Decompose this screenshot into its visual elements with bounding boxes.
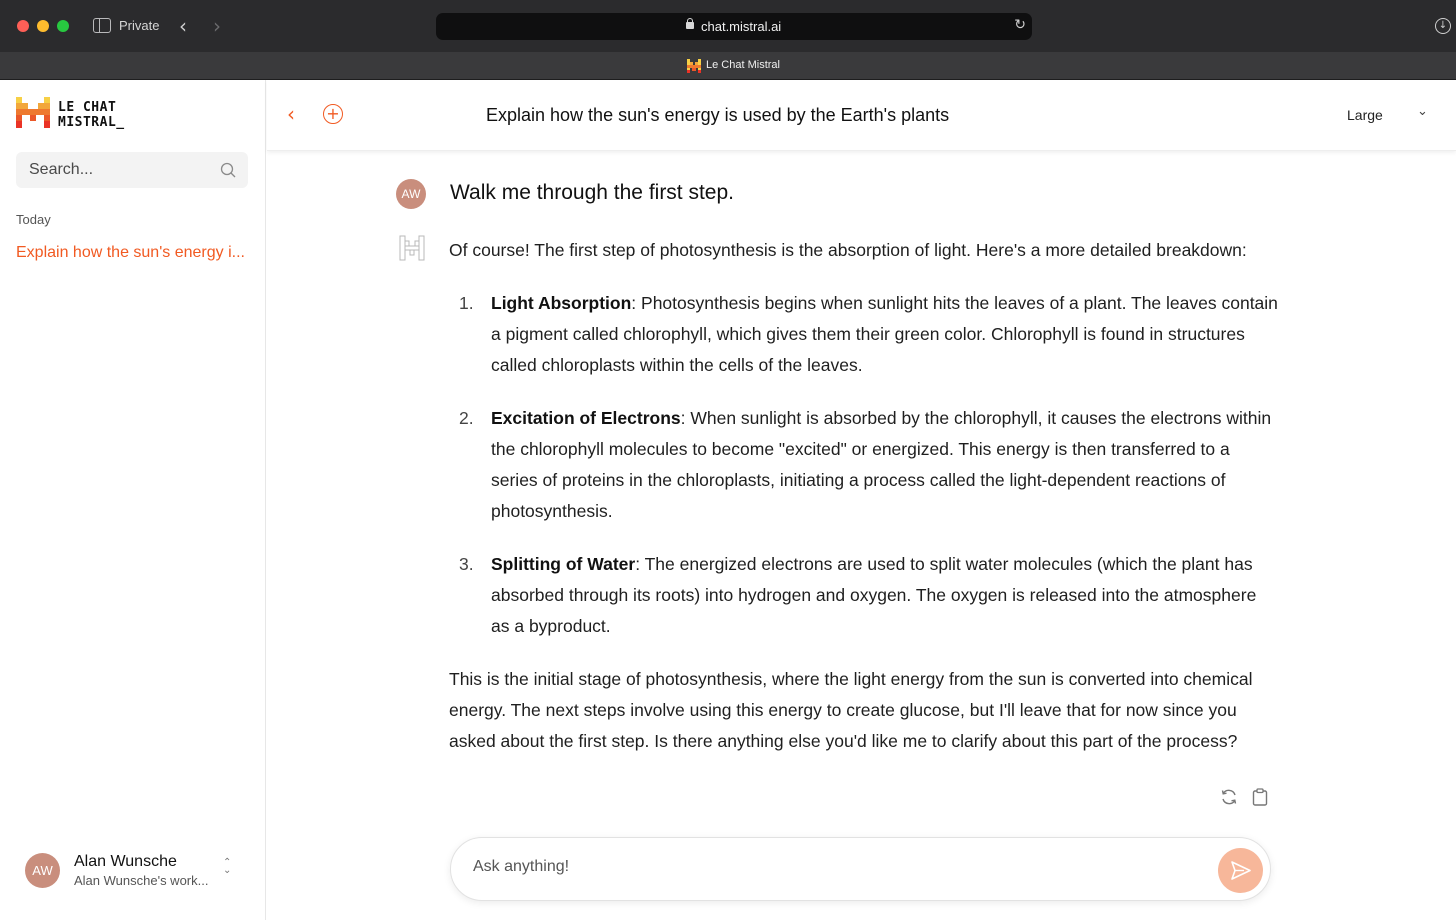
assistant-intro: Of course! The first step of photosynthesis is the absorption of light. Here's a more detailed breakdown: [449,240,1247,260]
list-item-number: 2. [459,408,474,428]
list-item-title: Light Absorption [491,293,632,313]
list-item-body: : The energized electrons are used to split water molecules (which the plant has absorbed through its roots) into hydrogen and oxygen. The oxygen is released into the atmosphere as a byproduct. [491,554,1257,636]
list-item-number: 1. [459,293,474,313]
logo-wordmark [58,100,125,130]
list-item [449,288,1279,381]
avatar: AW [25,853,60,888]
window-close-button[interactable] [17,20,29,32]
assistant-message [449,235,1279,757]
assistant-outro: This is the initial stage of photosynthesis, where the light energy from the sun is converted into chemical energy. The next steps involve using this energy to create glucose, but I'll leave that for now since you asked about the first step. Is there anything else you'd like me to clarify about this part of the process? [449,669,1253,751]
downloads-icon[interactable]: ↓ [1435,18,1451,34]
user-workspace: Alan Wunsche's work... [74,873,209,888]
private-mode-label: Private [119,18,160,33]
new-chat-plus-icon[interactable]: + [323,104,343,124]
browser-tab-bar [0,52,1456,80]
search-icon[interactable] [220,162,236,178]
reload-icon[interactable]: ↻ [1014,17,1026,33]
list-item [449,549,1279,642]
list-item [449,403,1279,527]
address-url: chat.mistral.ai [701,19,782,34]
list-item-title: Excitation of Electrons [491,408,681,428]
list-item-body: : When sunlight is absorbed by the chlorophyll, it causes the electrons within the chlorophyll molecules to become "excited" or energized. This energy is then transferred to a series of proteins in the chloroplasts, initiating a process called the light-dependent reactions of photosynthesis. [491,408,1272,521]
lock-icon [686,22,694,29]
chat-title: Explain how the sun's energy is used by the Earth's plants [486,105,950,125]
mistral-favicon-icon [687,59,701,73]
chevron-up-down-icon[interactable]: ⌃ ⌄ [223,857,232,876]
conversation-area [267,151,1456,920]
message-input[interactable] [473,858,1173,876]
user-message-avatar: AW [396,179,426,209]
search-box[interactable] [16,152,248,188]
list-item-title: Splitting of Water [491,554,636,574]
message-composer[interactable] [450,837,1271,901]
user-name: Alan Wunsche [74,853,177,870]
logo-line-1: LE CHAT [58,100,117,115]
logo-line-2: MISTRAL_ [58,115,125,130]
refresh-icon[interactable] [1220,788,1238,806]
send-icon [1218,848,1263,893]
window-zoom-button[interactable] [57,20,69,32]
send-button[interactable] [1218,848,1263,893]
user-message-text: Walk me through the first step. [450,181,735,204]
browser-back-icon[interactable]: ‹ [179,14,187,38]
model-selector-label[interactable]: Large [1347,107,1383,123]
address-bar[interactable] [436,13,1032,40]
back-chevron-icon[interactable]: ‹ [287,102,295,126]
chevron-down-icon[interactable]: ⌄ [1417,104,1428,119]
sidebar-toggle-icon[interactable] [93,18,111,33]
app-sidebar [0,80,266,920]
chat-header [267,80,1456,151]
assistant-logo-icon [399,235,425,261]
window-minimize-button[interactable] [37,20,49,32]
mistral-logo-icon[interactable] [16,97,50,128]
browser-forward-icon[interactable]: › [213,14,221,38]
user-account-menu[interactable] [16,844,250,896]
history-section-today: Today [16,212,51,227]
browser-titlebar [0,0,1456,52]
history-item-active[interactable]: Explain how the sun's energy i... [16,244,245,261]
assistant-step-list [449,288,1279,642]
search-input[interactable] [29,161,209,179]
tab-title[interactable]: Le Chat Mistral [706,59,780,71]
list-item-body: : Photosynthesis begins when sunlight hits the leaves of a plant. The leaves contain a pigment called chlorophyll, which gives them their green color. Chlorophyll is found in structures called chloroplasts within the cells of the leaves. [491,293,1278,375]
clipboard-icon[interactable] [1252,788,1268,806]
list-item-number: 3. [459,554,474,574]
